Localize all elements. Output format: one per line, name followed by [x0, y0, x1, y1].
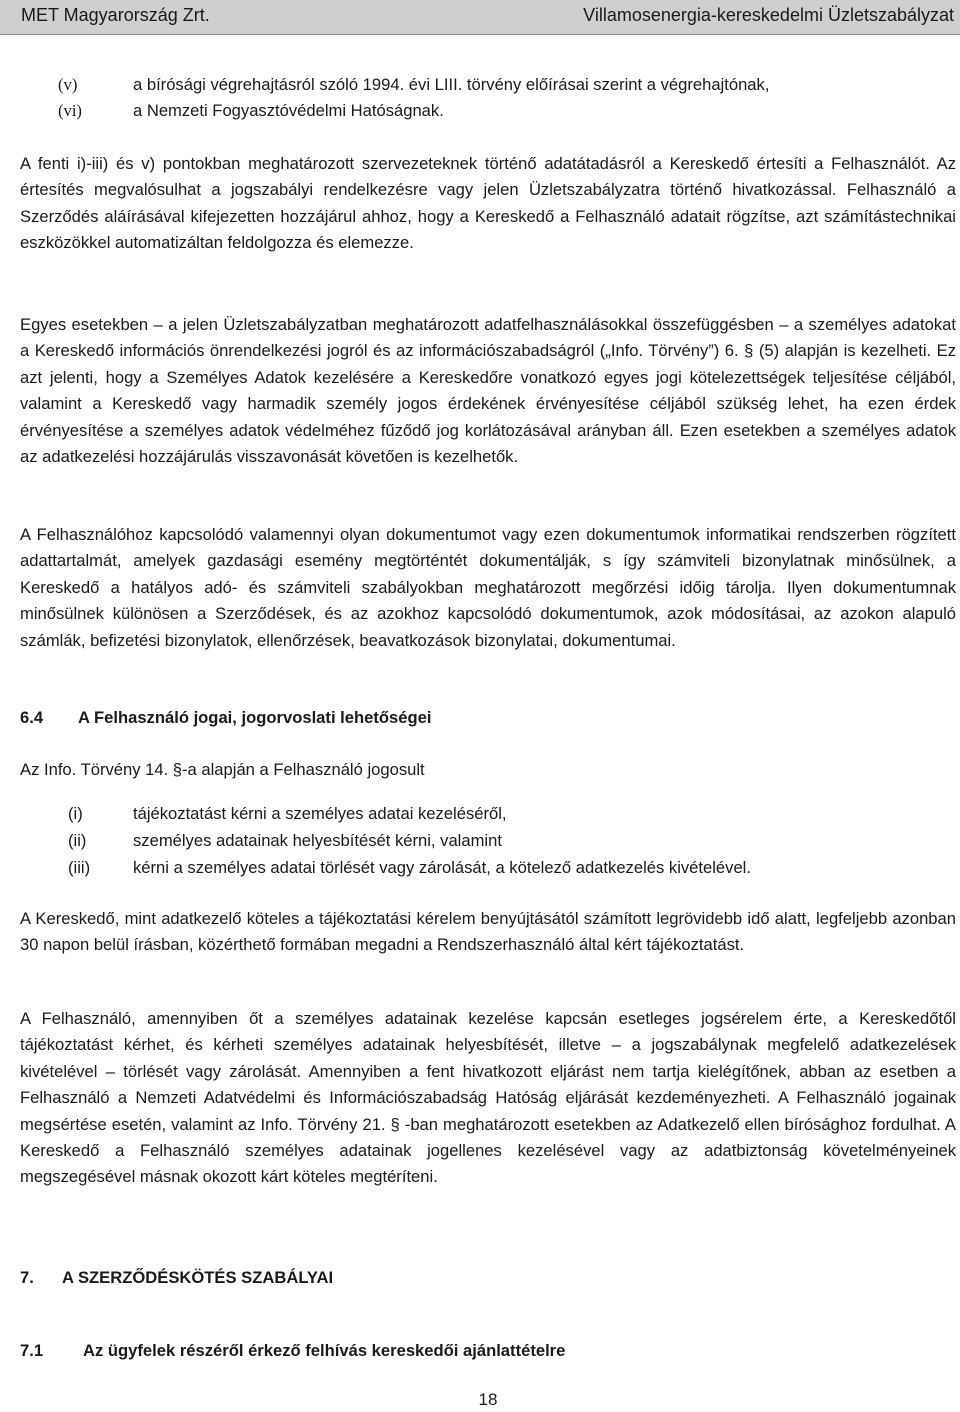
section-title: A SZERZŐDÉSKÖTÉS SZABÁLYAI — [62, 1268, 334, 1287]
page-number: 18 — [478, 1390, 498, 1409]
list-item-text: a Nemzeti Fogyasztóvédelmi Hatóságnak. — [133, 101, 444, 120]
list-item-text: a bírósági végrehajtásról szóló 1994. évi LIII. törvény előírásai szerint a végrehajtónak, — [133, 75, 770, 94]
section-number: 7. — [20, 1268, 34, 1287]
section-number: 7.1 — [20, 1341, 44, 1360]
paragraph-information-request: A Kereskedő, mint adatkezelő köteles a tájékoztatási kérelem benyújtásától számított legrövidebb idő alatt, legfeljebb azonban 30 napon belül írásban, közérthető formában megadni a Rendszerhasználó által kért tájékoztatást. — [20, 909, 956, 955]
page-header — [0, 0, 960, 35]
list-item-number: (v) — [58, 75, 78, 94]
list-item-number: (vi) — [58, 101, 82, 120]
list-item-number: (ii) — [68, 831, 87, 850]
header-doc-title: Villamosenergia-kereskedelmi Üzletszabályzat — [583, 5, 954, 25]
paragraph-legal-basis: Egyes esetekben – a jelen Üzletszabályzatban meghatározott adatfelhasználásokkal összefüggésben – a személyes adatokat a Kereskedő információs önrendelkezési jogról és az információszabadságról („Info. Törvény”) 6. § (5) alapján is kezelheti. Ez azt jelenti, hogy a Személyes Adatok kezelésére a Kereskedőre vonatkozó egyes jogi kötelezettségek teljesítése céljából, valamint a Kereskedő vagy harmadik személy jogos érdekének érvényesítése céljából szükség lehet, ha ezen érdek érvényesítése a személyes adatok védelméhez fűződő jog korlátozásával arányban áll. Ezen esetekben a személyes adatok az adatkezelési hozzájárulás visszavonását követően is kezelhetők. — [20, 315, 956, 467]
section-7-1-heading — [20, 1341, 566, 1361]
section-7-heading — [20, 1268, 334, 1288]
section-title: A Felhasználó jogai, jogorvoslati lehetőségei — [78, 708, 432, 727]
list-item-text: személyes adatainak helyesbítését kérni, valamint — [133, 831, 502, 850]
paragraph-rights-intro: Az Info. Törvény 14. §-a alapján a Felhasználó jogosult — [20, 760, 425, 779]
section-number: 6.4 — [20, 708, 44, 727]
paragraph-data-transfer: A fenti i)-iii) és v) pontokban meghatározott szervezeteknek történő adatátadásról a Kereskedő értesíti a Felhasználót. Az értesítés megvalósulhat a jogszabályi rendelkezésre vagy jelen Üzletszabályzatra történő hivatkozással. Felhasználó a Szerződés aláírásával kifejezetten hozzájárul ahhoz, hogy a Kereskedő a Felhasználó adatait rögzítse, azt számítástechnikai eszközökkel automatizáltan feldolgozza és elemezze. — [20, 154, 956, 253]
list-item-number: (iii) — [68, 858, 91, 877]
header-company: MET Magyarország Zrt. — [21, 5, 210, 25]
list-item-text: kérni a személyes adatai törlését vagy zárolását, a kötelező adatkezelés kivételével. — [133, 858, 751, 877]
paragraph-document-retention: A Felhasználóhoz kapcsolódó valamennyi olyan dokumentumot vagy ezen dokumentumok informatikai rendszerben rögzített adattartalmát, amelyek gazdasági esemény megtörténtét dokumentálják, s így számviteli bizonylatnak minősülnek, a Kereskedő a hatályos adó- és számviteli szabályokban meghatározott megőrzési időig tárolja. Ilyen dokumentumnak minősülnek különösen a Szerződések, és az azokhoz kapcsolódó dokumentumok, azok módosításai, az azokon alapuló számlák, befizetési bizonylatok, ellenőrzések, beavatkozások bizonylatai, dokumentumai. — [20, 525, 956, 650]
list-item-text: tájékoztatást kérni a személyes adatai kezeléséről, — [133, 804, 507, 823]
paragraph-legal-remedy: A Felhasználó, amennyiben őt a személyes adatainak kezelése kapcsán esetleges jogsérelem érte, a Kereskedőtől tájékoztatást kérhet, és kérheti személyes adatainak helyesbítését, illetve – a jogszabálynak megfelelő adatkezelések kivételével – törlését vagy zárolását. Amennyiben a fent hivatkozott eljárást nem tartja kielégítőnek, abban az esetben a Felhasználó a Nemzeti Adatvédelmi és Információszabadság Hatóság eljárását kezdeményezheti. A Felhasználó jogainak megsértése esetén, valamint az Info. Törvény 21. § -ban meghatározott esetekben az Adatkezelő ellen bírósághoz fordulhat. A Kereskedő a Felhasználó személyes adatainak jogellenes kezelésével vagy az adatbiztonság követelményeinek megszegésével másnak okozott kárt köteles megtéríteni. — [20, 1009, 956, 1187]
section-title: Az ügyfelek részéről érkező felhívás kereskedői ajánlattételre — [83, 1341, 566, 1360]
list-item-number: (i) — [68, 804, 83, 823]
section-6-4-heading — [20, 708, 432, 728]
